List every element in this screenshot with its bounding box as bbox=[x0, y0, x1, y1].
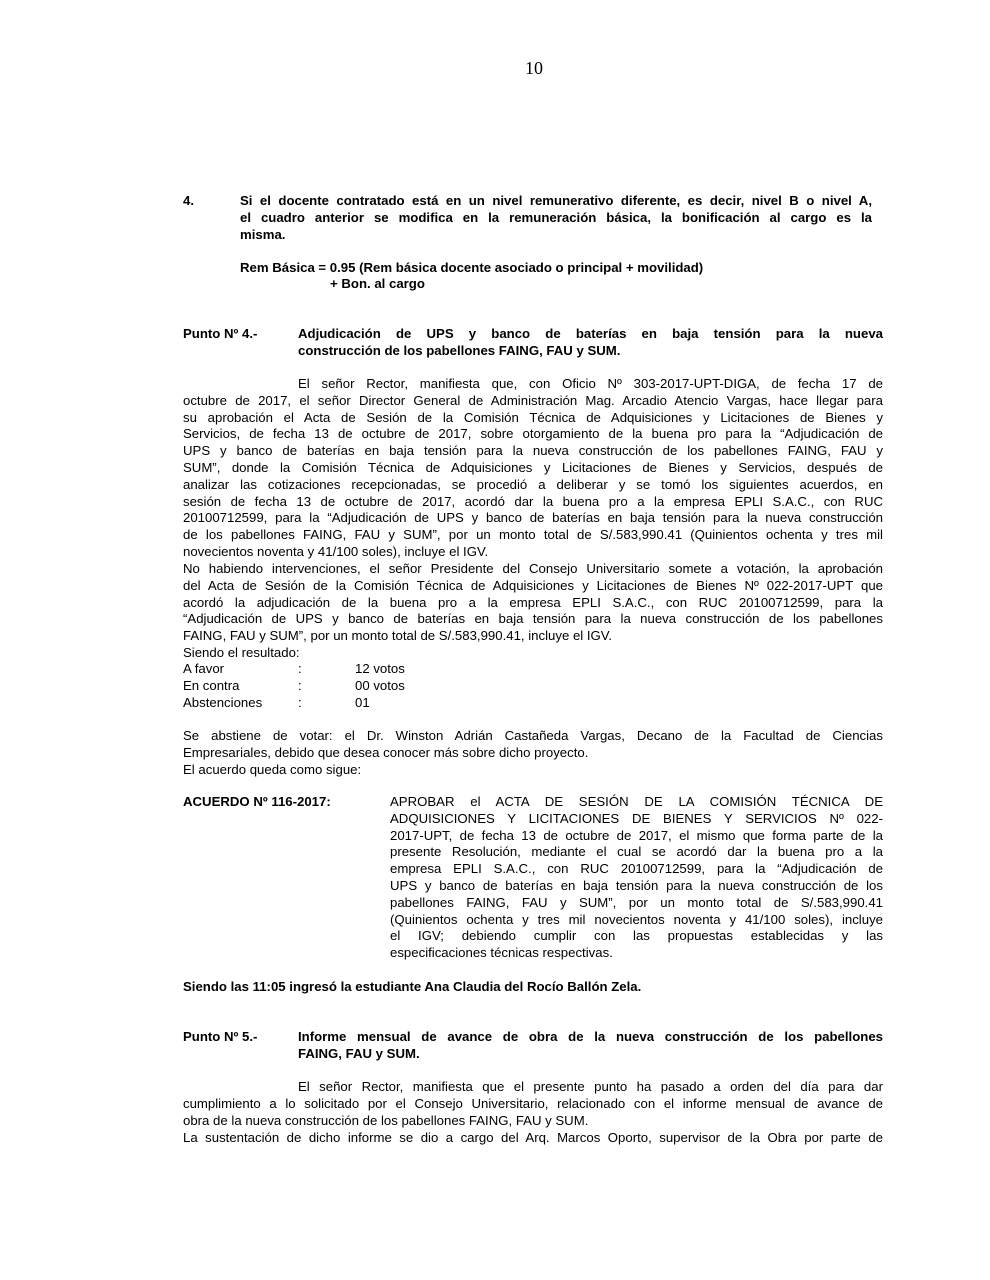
formula-line-1: Rem Básica = 0.95 (Rem básica docente asociado o principal + movilidad) bbox=[240, 260, 704, 275]
text-line: Informe mensual de avance de obra de la nueva construcción de los pabellones bbox=[298, 1029, 883, 1044]
student-entry-note: Siendo las 11:05 ingresó la estudiante Ana Claudia del Rocío Ballón Zela. bbox=[183, 979, 642, 994]
text-line: empresa EPLI S.A.C., con RUC 20100712599, para la “Adjudicación de bbox=[390, 861, 883, 877]
acuerdo-text bbox=[390, 794, 883, 962]
text-line: especificaciones técnicas respectivas. bbox=[390, 945, 613, 961]
text-line: 2017-UPT, de fecha 13 de octubre de 2017, el mismo que forma parte de la bbox=[390, 827, 883, 843]
punto-4-label: Punto Nº 4.- bbox=[183, 326, 258, 341]
text-line: misma. bbox=[240, 226, 286, 242]
text-line: octubre de 2017, el señor Director General de Administración Mag. Arcadio Atencio Vargas, hace llegar para bbox=[183, 392, 883, 408]
punto-5-label: Punto Nº 5.- bbox=[183, 1029, 258, 1044]
text-line: cumplimiento a lo solicitado por el Consejo Universitario, relacionado con el informe mensual de avance de bbox=[183, 1095, 883, 1111]
text-line: El señor Rector, manifiesta que el presente punto ha pasado a orden del día para dar bbox=[298, 1079, 883, 1094]
punto-5-paragraph-2 bbox=[183, 1130, 883, 1147]
text-line: del Acta de Sesión de la Comisión Técnica de Adquisiciones y Licitaciones de Bienes Nº 022-2017-UPT que bbox=[183, 577, 883, 593]
text-line: SUM”, donde la Comisión Técnica de Adquisiciones y Licitaciones de Bienes y Servicios, después de bbox=[183, 459, 883, 475]
vote-sep: : bbox=[298, 694, 302, 710]
punto-5-paragraph-1 bbox=[183, 1079, 883, 1129]
text-line: sesión de fecha 13 de octubre de 2017, acordó dar la buena pro a la empresa EPLI S.A.C., con RUC bbox=[183, 493, 883, 509]
text-line: Se abstiene de votar: el Dr. Winston Adrián Castañeda Vargas, Decano de la Facultad de Ciencias bbox=[183, 728, 883, 743]
vote-sep: : bbox=[298, 661, 302, 676]
item-4-number: 4. bbox=[183, 193, 194, 208]
punto-5-title bbox=[298, 1029, 883, 1063]
votes-table bbox=[183, 661, 483, 711]
text-line: APROBAR el ACTA DE SESIÓN DE LA COMISIÓN TÉCNICA DE bbox=[390, 794, 883, 809]
text-line: (Quinientos ochenta y tres mil novecientos noventa y 41/100 soles), incluye bbox=[390, 911, 883, 927]
text-line: su aprobación el Acta de Sesión de la Comisión Técnica de Adquisiciones y Licitaciones de Bienes y bbox=[183, 409, 883, 425]
text-line: El señor Rector, manifiesta que, con Oficio Nº 303-2017-UPT-DIGA, de fecha 17 de bbox=[298, 376, 883, 391]
acuerdo-label: ACUERDO Nº 116-2017: bbox=[183, 794, 331, 809]
punto-4-paragraph-1 bbox=[183, 376, 883, 561]
text-line: pabellones FAING, FAU y SUM”, por un monto total de S/.583,990.41 bbox=[390, 894, 883, 910]
text-line: “Adjudicación de UPS y banco de baterías en baja tensión para la nueva construcción de los pabellones bbox=[183, 611, 883, 627]
text-line: el cuadro anterior se modifica en la remuneración básica, la bonificación al cargo es la bbox=[240, 209, 872, 225]
text-line: No habiendo intervenciones, el señor Presidente del Consejo Universitario somete a votación, la aprobación bbox=[183, 561, 883, 576]
text-line: UPS y banco de baterías en baja tensión para la nueva construcción de los pabellones FAING, FAU y bbox=[183, 443, 883, 459]
text-line: acordó la adjudicación de la buena pro a la empresa EPLI S.A.C., con RUC 20100712599, para la bbox=[183, 594, 883, 610]
vote-row bbox=[183, 661, 483, 678]
vote-value: 01 bbox=[355, 694, 370, 710]
text-line: analizar las cotizaciones recepcionadas, se procedió a deliberar y se tomó los siguientes acuerdos, en bbox=[183, 476, 883, 492]
vote-label: En contra bbox=[183, 677, 240, 693]
text-line: de los pabellones FAING, FAU y SUM”, por un monto total de S/.583,990.41 (Quinientos ochenta y tres mil bbox=[183, 527, 883, 543]
text-line: construcción de los pabellones FAING, FAU y SUM. bbox=[298, 342, 621, 358]
text-line: ADQUISICIONES Y LICITACIONES DE BIENES Y SERVICIOS Nº 022- bbox=[390, 810, 883, 826]
text-line: el IGV; debiendo cumplir con las propuestas establecidas y las bbox=[390, 928, 883, 944]
text-line: Servicios, de fecha 13 de octubre de 2017, sobre otorgamiento de la buena pro para la “Adjudicación de bbox=[183, 426, 883, 442]
item-4-text bbox=[240, 193, 872, 243]
text-line: UPS y banco de baterías en baja tensión para la nueva construcción de los bbox=[390, 877, 883, 893]
text-line: FAING, FAU y SUM. bbox=[298, 1045, 420, 1061]
vote-sep: : bbox=[298, 677, 302, 693]
text-line: La sustentación de dicho informe se dio a cargo del Arq. Marcos Oporto, supervisor de la Obra por parte de bbox=[183, 1130, 883, 1145]
text-line: 20100712599, para la “Adjudicación de UPS y banco de baterías en baja tensión para la nueva construcción bbox=[183, 510, 883, 526]
vote-label: Abstenciones bbox=[183, 694, 263, 710]
punto-4-paragraph-3 bbox=[183, 728, 883, 778]
vote-row bbox=[183, 678, 483, 695]
text-line: presente Resolución, mediante el cual se acordó dar la buena pro a la bbox=[390, 844, 883, 860]
text-line: FAING, FAU y SUM”, por un monto total de S/.583,990.41, incluye el IGV. bbox=[183, 628, 613, 644]
vote-row bbox=[183, 695, 483, 712]
punto-4-paragraph-2 bbox=[183, 561, 883, 645]
text-line: novecientos noventa y 41/100 soles), incluye el IGV. bbox=[183, 543, 489, 559]
text-line: Si el docente contratado está en un nivel remunerativo diferente, es decir, nivel B o nivel A, bbox=[240, 193, 872, 208]
result-label: Siendo el resultado: bbox=[183, 645, 300, 660]
vote-value: 12 votos bbox=[355, 661, 405, 676]
vote-value: 00 votos bbox=[355, 677, 405, 693]
text-line: Empresariales, debido que desea conocer más sobre dicho proyecto. bbox=[183, 744, 589, 760]
formula-line-2: + Bon. al cargo bbox=[330, 276, 425, 291]
page-number: 10 bbox=[525, 58, 543, 78]
text-line: obra de la nueva construcción de los pabellones FAING, FAU y SUM. bbox=[183, 1112, 589, 1128]
text-line: Adjudicación de UPS y banco de baterías en baja tensión para la nueva bbox=[298, 326, 883, 341]
punto-4-title bbox=[298, 326, 883, 360]
vote-label: A favor bbox=[183, 661, 225, 676]
text-line: El acuerdo queda como sigue: bbox=[183, 761, 362, 777]
